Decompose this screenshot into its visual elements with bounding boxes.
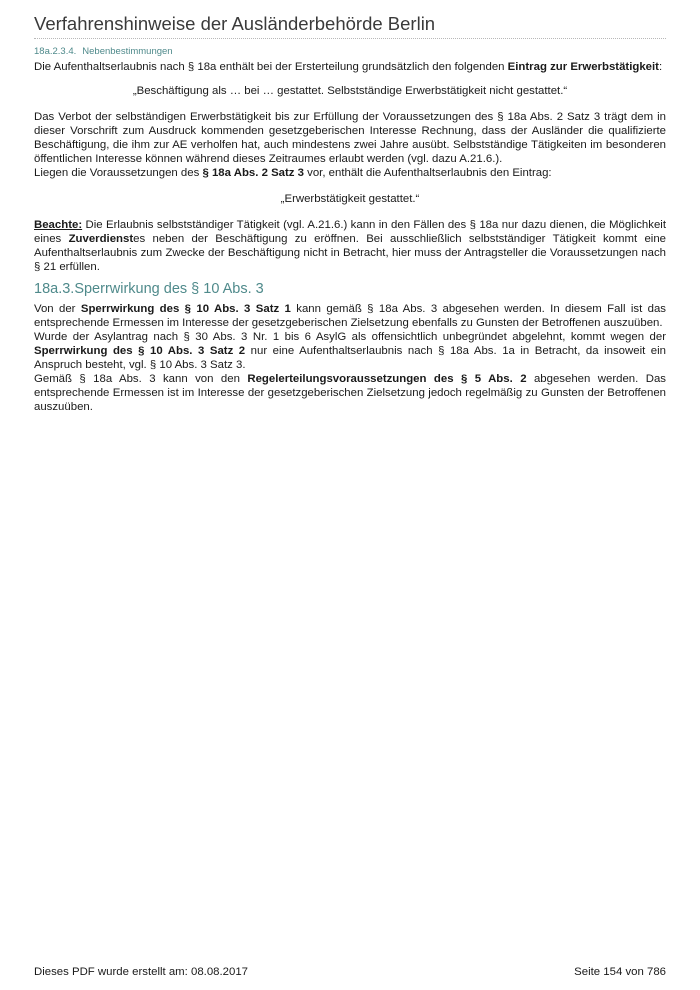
title-divider	[34, 38, 666, 39]
subsection-title: Nebenbestimmungen	[82, 46, 173, 57]
text-run: vor, enthält die Aufenthaltserlaubnis den Eintrag:	[303, 167, 552, 179]
bold-term: Sperrwirkung des § 10 Abs. 3 Satz 1	[80, 303, 291, 315]
subsection-number: 18a.2.3.4.	[34, 46, 77, 57]
paragraph-sperrwirkung-1	[34, 302, 666, 330]
paragraph-regelerteilung	[34, 372, 666, 414]
text-run: Wurde der Asylantrag nach § 30 Abs. 3 Nr. 1 bis 6 AsylG als offensichtlich unbegründet abgelehnt, kommt wegen der	[34, 331, 666, 343]
footer-page-number: Seite 154 von 786	[574, 966, 666, 978]
beachte-label: Beachte:	[34, 219, 83, 231]
quote-entry-2: „Erwerbstätigkeit gestattet.“	[280, 193, 420, 205]
text-run: kann gemäß § 18a Abs. 3 abgesehen werden. In diesem Fall ist das entsprechende Ermessen im Interesse der gesetzgeberischen Zielsetzung ebenfalls zu Gunsten der Betroffenen auszuüben.	[34, 303, 667, 329]
page-footer	[34, 966, 666, 978]
bold-term: Zuverdienst	[68, 233, 134, 245]
paragraph-voraussetzungen	[34, 166, 666, 180]
text-run: es neben der Beschäftigung zu eröffnen. Bei ausschließlich selbstständiger Tätigkeit kommt eine Aufenthaltserlaubnis zum Zwecke der Beschäftigung nicht in Betracht, hier muss der Antragsteller die Voraussetzungen nach § 21 erfüllen.	[34, 233, 666, 273]
paragraph-beachte	[34, 218, 666, 274]
quote-entry-1: „Beschäftigung als … bei … gestattet. Selbstständige Erwerbstätigkeit nicht gestattet.“	[132, 85, 568, 97]
document-content	[34, 45, 666, 414]
text-run: Liegen die Voraussetzungen des	[34, 167, 203, 179]
bold-term: Sperrwirkung des § 10 Abs. 3 Satz 2	[34, 345, 246, 357]
bold-term: § 18a Abs. 2 Satz 3	[202, 167, 304, 179]
document-title: Verfahrenshinweise der Ausländerbehörde Berlin	[34, 13, 436, 34]
text-run: Von der	[34, 303, 81, 315]
bold-term: Eintrag zur Erwerbstätigkeit	[507, 61, 659, 73]
subsection-heading	[34, 45, 666, 59]
bold-term: Regelerteilungsvoraussetzungen des § 5 Abs. 2	[247, 373, 527, 385]
text-run: Die Erlaubnis selbstständiger Tätigkeit (vgl. A.21.6.) kann in den Fällen des § 18a nur dazu dienen, die Möglichkeit eines	[34, 219, 666, 245]
footer-created-date: Dieses PDF wurde erstellt am: 08.08.2017	[34, 966, 248, 978]
paragraph-eintrag	[34, 60, 666, 74]
paragraph-verbot: Das Verbot der selbständigen Erwerbstätigkeit bis zur Erfüllung der Voraussetzungen des § 18a Abs. 2 Satz 3 trägt dem in dieser Vorschrift zum Ausdruck kommenden gesetzgeberischen Interesse Rechnung, dass der Ausländer die qualifizierte Beschäftigung, die ihm zur AE verholfen hat, auch mindestens zwei Jahre ausübt. Selbstständige Tätigkeiten im besonderen öffentlichen Interesse können während dieses Zeitraumes erlaubt werden (vgl. dazu A.21.6.).	[34, 111, 666, 165]
section-heading: 18a.3.Sperrwirkung des § 10 Abs. 3	[34, 281, 264, 297]
text-run: Gemäß § 18a Abs. 3 kann von den	[34, 373, 248, 385]
text-run: nur eine Aufenthaltserlaubnis nach § 18a Abs. 1a in Betracht, da insoweit ein Anspruch besteht, vgl. § 10 Abs. 3 Satz 3.	[34, 345, 666, 371]
text-run: Die Aufenthaltserlaubnis nach § 18a enthält bei der Ersterteilung grundsätzlich den folgenden	[34, 61, 508, 73]
text-run: abgesehen werden. Das entsprechende Ermessen ist im Interesse der gesetzgeberischen Zielsetzung jedoch regelmäßig zu Gunsten der Betroffenen auszuüben.	[34, 373, 666, 413]
text-run: :	[658, 61, 663, 73]
paragraph-sperrwirkung-2	[34, 330, 666, 372]
